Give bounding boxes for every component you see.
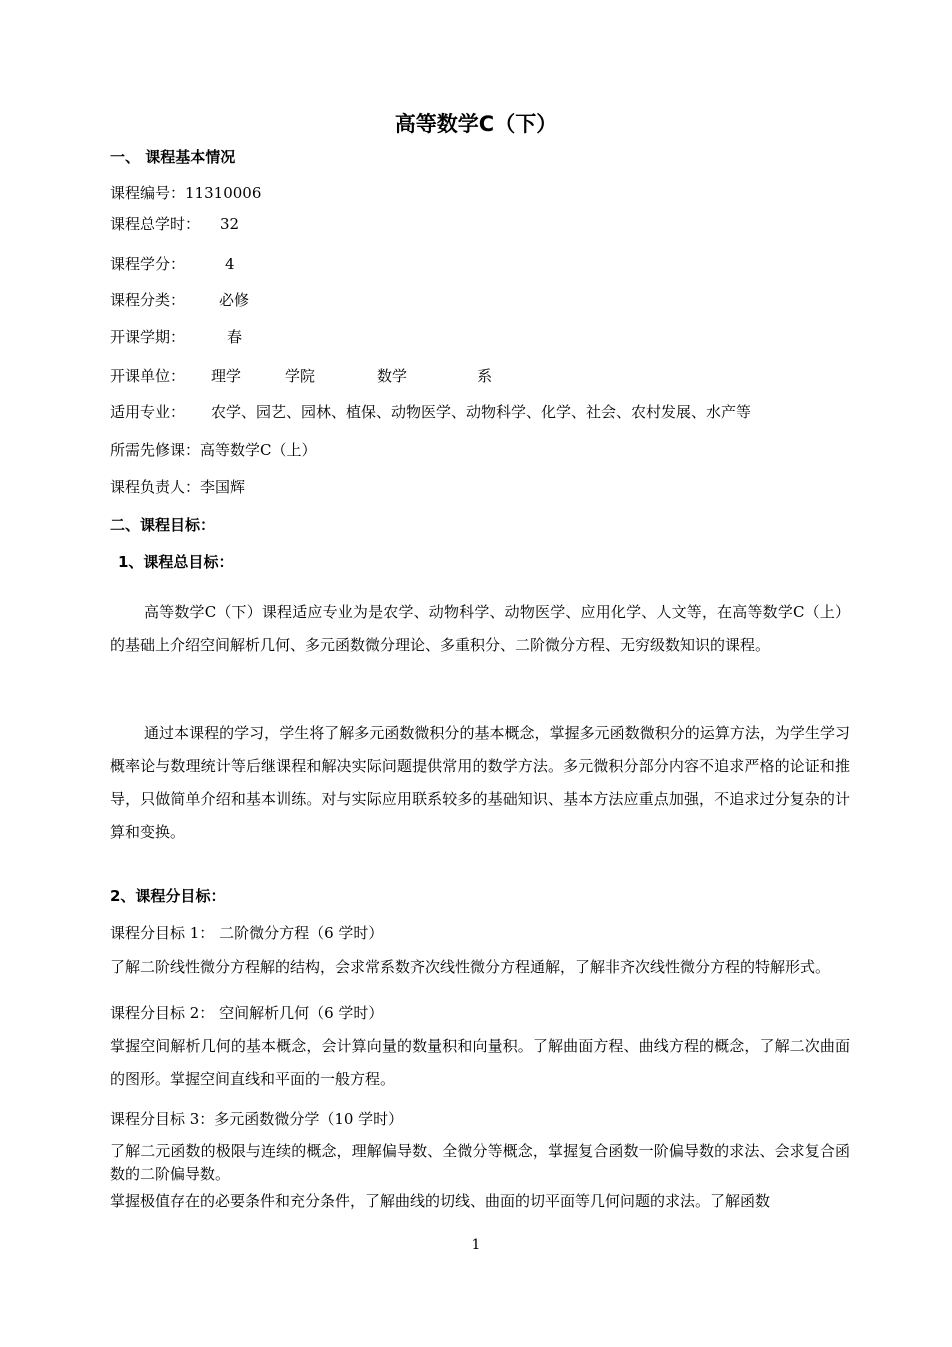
- section-heading-basic-info: 一、 课程基本情况: [110, 148, 236, 166]
- credits-row: [110, 254, 235, 274]
- instructor-label: 课程负责人：: [110, 478, 201, 496]
- page-title: 高等数学C（下）: [394, 112, 558, 136]
- category-row: [110, 290, 249, 310]
- prerequisite-label: 所需先修课：: [110, 441, 201, 459]
- semester-row: [110, 327, 242, 347]
- instructor-row: [110, 477, 245, 497]
- semester-label: 开课学期：: [110, 328, 186, 346]
- course-code-label: 课程编号：: [110, 184, 186, 202]
- sub-objective-3-text-2: 掌握极值存在的必要条件和充分条件，了解曲线的切线、曲面的切平面等几何问题的求法。了解函数: [110, 1192, 771, 1210]
- department-label: 开课单位：: [110, 367, 186, 385]
- semester-value: 春: [227, 328, 243, 346]
- prerequisite-value: 高等数学C（上）: [200, 441, 317, 459]
- total-hours-row: [110, 214, 239, 234]
- department-school-name: 理学: [211, 367, 242, 385]
- course-code-value: 11310006: [185, 184, 262, 202]
- section-heading-objectives: 二、课程目标：: [110, 516, 216, 534]
- majors-label: 适用专业：: [110, 403, 186, 421]
- majors-row: [110, 402, 751, 422]
- department-row: [110, 366, 492, 386]
- instructor-value: 李国辉: [200, 478, 246, 496]
- credits-label: 课程学分：: [110, 255, 186, 273]
- subheading-overall-objective: 1、课程总目标：: [118, 553, 234, 571]
- category-value: 必修: [219, 291, 250, 309]
- total-hours-label: 课程总学时：: [110, 215, 201, 233]
- credits-value: 4: [225, 255, 235, 273]
- department-dept-suffix: 系: [477, 367, 493, 385]
- sub-objective-3-title: 课程分目标 3：多元函数微分学（10 学时）: [110, 1110, 404, 1128]
- page-number: 1: [471, 1237, 481, 1253]
- category-label: 课程分类：: [110, 291, 186, 309]
- sub-objective-2-title: 课程分目标 2： 空间解析几何（6 学时）: [110, 1004, 384, 1022]
- sub-objective-3-text-1: 了解二元函数的极限与连续的概念，理解偏导数、全微分等概念，掌握复合函数一阶偏导数的求法、会求复合函数的二阶偏导数。: [110, 1142, 850, 1183]
- subheading-sub-objectives: 2、课程分目标：: [110, 887, 226, 905]
- department-dept-name: 数学: [377, 367, 408, 385]
- total-hours-value: 32: [220, 215, 240, 233]
- department-school-suffix: 学院: [285, 367, 316, 385]
- course-code-row: [110, 183, 261, 203]
- sub-objective-2-text: 掌握空间解析几何的基本概念，会计算向量的数量积和向量积。了解曲面方程、曲线方程的概念，了解二次曲面的图形。掌握空间直线和平面的一般方程。: [110, 1037, 850, 1088]
- majors-value: 农学、园艺、园林、植保、动物医学、动物科学、化学、社会、农村发展、水产等: [211, 403, 752, 421]
- sub-objective-1-title: 课程分目标 1： 二阶微分方程（6 学时）: [110, 924, 384, 942]
- sub-objective-1-text: 了解二阶线性微分方程解的结构，会求常系数齐次线性微分方程通解，了解非齐次线性微分方程的特解形式。: [110, 958, 831, 976]
- overall-objective-paragraph-1: 高等数学C（下）课程适应专业为是农学、动物科学、动物医学、应用化学、人文等，在高等数学C（上）的基础上介绍空间解析几何、多元函数微分理论、多重积分、二阶微分方程、无穷级数知识的课程。: [110, 603, 850, 654]
- overall-objective-paragraph-2: 通过本课程的学习，学生将了解多元函数微积分的基本概念，掌握多元函数微积分的运算方法，为学生学习概率论与数理统计等后继课程和解决实际问题提供常用的数学方法。多元微积分部分内容不追求严格的论证和推导，只做简单介绍和基本训练。对与实际应用联系较多的基础知识、基本方法应重点加强，不追求过分复杂的计算和变换。: [110, 724, 850, 841]
- prerequisite-row: [110, 440, 317, 460]
